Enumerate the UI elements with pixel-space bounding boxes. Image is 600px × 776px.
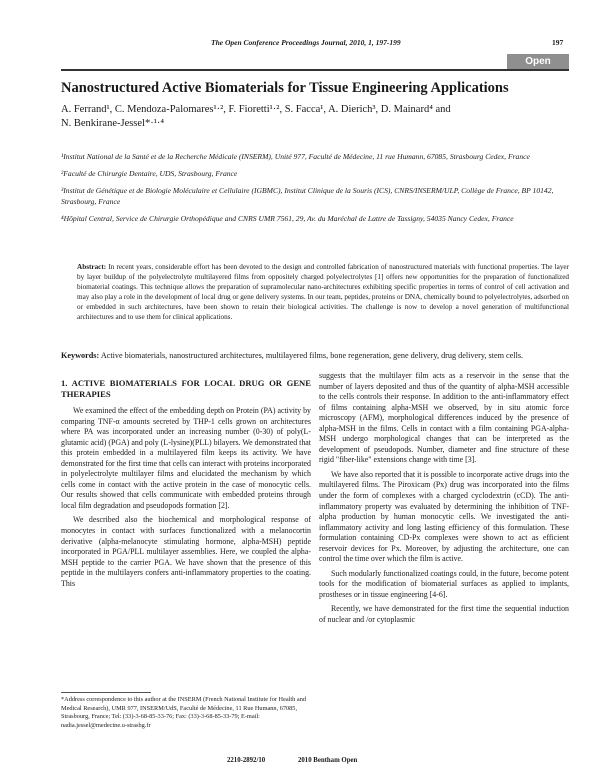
section-heading: 1. ACTIVE BIOMATERIALS FOR LOCAL DRUG OR GENE THERAPIES: [61, 378, 311, 399]
affiliations: [61, 152, 569, 231]
body-paragraph: We examined the effect of the embedding depth on Protein (PA) activity by comparing TNF-α amounts secreted by THP-1 cells grown on architectures where PA was incorporated under an increasing number (0-30) of poly(L-glutamic acid) (PGA) and poly (L-lysine)(PLL) bilayers. We demonstrated that this protein embedded in a multilayered film keeps its activity. We have demonstrated for the first time that cells can interact with proteins incorporated in polyelectrolyte multilayer films and elucidated the mechanism by which cells come in contact with the active protein in the case of monocytic cells. Our results showed that cells communicate with embedded proteins through local film degradation and pseudopods formation [2].: [61, 406, 312, 510]
author-list: [61, 103, 569, 131]
author-line: N. Benkirane-Jessel*·¹·⁴: [61, 118, 165, 129]
keywords-text: Active biomaterials, nanostructured architectures, multilayered films, bone regeneration, gene delivery, drug delivery, stem cells.: [100, 351, 524, 360]
abstract-label: Abstract:: [77, 263, 107, 271]
abstract-text: In recent years, considerable effort has been devoted to the design and controlled fabrication of nanostructured materials with functional properties. The layer by layer buildup of the polyelectrolyte multilayered films from oppositely charged polyelectrolytes [1] offers new opportunities for the preparation of functionalized biomaterial coatings. This technique allows the preparation of supramolecular nano-architectures exhibiting specific properties in terms of control of cell activation and may also play a role in the development of local drug or gene delivery systems. In our team, peptides, proteins or DNA, chemically bound to polyelectrolytes, adsorbed on or embedded in such architectures, have been shown to retain their biological activities. The challenge is now to develop a novel generation of multifunctional architectures and to use them for clinical applications.: [77, 263, 570, 321]
affiliation: ³Institut de Génétique et de Biologie Moléculaire et Cellulaire (IGBMC), Institut Clinique de la Souris (ICS), CNRS/INSERM/ULP, Collège de France, BP 10142, Strasbourg, France: [61, 186, 554, 206]
body-paragraph: Recently, we have demonstrated for the first time the sequential induction of nuclear and /or cytoplasmic: [319, 604, 569, 625]
body-paragraph: We described also the biochemical and morphological response of monocytes in contact with surfaces functionalized with a melanocortin derivative (alpha-melanocyte stimulating hormone, alpha-MSH) peptide incorporated in PGA/PLL multilayer assemblies. Here, we coupled the alpha-MSH peptide to the carrier PGA. We have shown that the presence of this peptide in the multilayers confers anti-inflammatory properties to the coating. This: [61, 515, 311, 588]
footnote-rule: [61, 692, 151, 693]
journal-citation: The Open Conference Proceedings Journal, 2010, 1, 197-199: [211, 38, 401, 47]
affiliation: ⁴Hôpital Central, Service de Chirurgie Orthopédique and CNRS UMR 7561, 29, Av. du Maréchal de Lattre de Tassigny, 54035 Nancy Cedex, France: [61, 213, 514, 223]
header-rule: [61, 69, 569, 71]
affiliation: ²Faculté de Chirurgie Dentaire, UDS, Strasbourg, France: [61, 169, 238, 179]
paper-title: Nanostructured Active Biomaterials for Tissue Engineering Applications: [61, 80, 509, 96]
issn: 2210-2892/10: [227, 757, 266, 764]
body-paragraph: suggests that the multilayer film acts as a reservoir in the sense that the number of layers deposited and thus of the quantity of alpha-MSH accessible to the cells controls their response. In addition to the anti-inflammatory effect of films containing alpha-MSH we observed, by in situ atomic force microscopy (AFM), morphological differences induced by the presence of alpha-MSH in the films. Cells in contact with a film containing PGA-alpha-MSH undergo morphological changes that can be interpreted as the development of pseudopods. Number, diameter and fine structure of these rigid "fiber-like" extensions change with time [3].: [319, 371, 569, 465]
abstract: [77, 262, 569, 322]
left-column: [61, 378, 311, 593]
keywords: [61, 350, 569, 361]
publisher: 2010 Bentham Open: [298, 757, 358, 764]
right-column: [319, 371, 569, 630]
page-number: 197: [552, 38, 564, 47]
affiliation: ¹Institut National de la Santé et de la Recherche Médicale (INSERM), Unité 977, Faculté de Médecine, 11 rue Humann, 67085, Strasbourg Cedex, France: [61, 152, 530, 161]
open-access-badge: Open Access: [507, 54, 569, 69]
author-line: A. Ferrand¹, C. Mendoza-Palomares¹·², F. Fioretti¹·², S. Facca¹, A. Dierich³, D. Mainard⁴ and: [61, 104, 451, 115]
body-paragraph: Such modularly functionalized coatings could, in the future, become potent tools for the modification of biomaterial surfaces as applied to implants, prostheses or in tissue engineering [4-6].: [319, 568, 569, 599]
body-paragraph: We have also reported that it is possible to incorporate active drugs into the multilayered films. The Piroxicam (Px) drug was incorporated into the films under the form of complexes with a charged cyclodextrin (cCD). The anti-inflammatory property was evaluated by determining the inhibition of TNF-alpha production by human monocytic cells. We investigated the anti-inflammatory activity and long lasting efficiency of this formulation. These formulation containing CD-Px complexes were shown to act as efficient reservoir devices for Px. Moreover, by adjusting the architecture, one can control the time over which the film is active.: [319, 469, 569, 564]
keywords-label: Keywords:: [61, 351, 100, 360]
correspondence-footnote: *Address correspondence to this author at the INSERM (French National Institute for Health and Medical Research), UMR 977, INSERM/UdS, Faculté de Médecine, 11 Rue Humann, 67085, Strasbourg, France; Tel: (33)-3-68-85-33-76; Fax: (33)-3-68-85-33-79; E-mail: nadia.jessel@medecine.u-strasbg.fr: [61, 696, 306, 729]
